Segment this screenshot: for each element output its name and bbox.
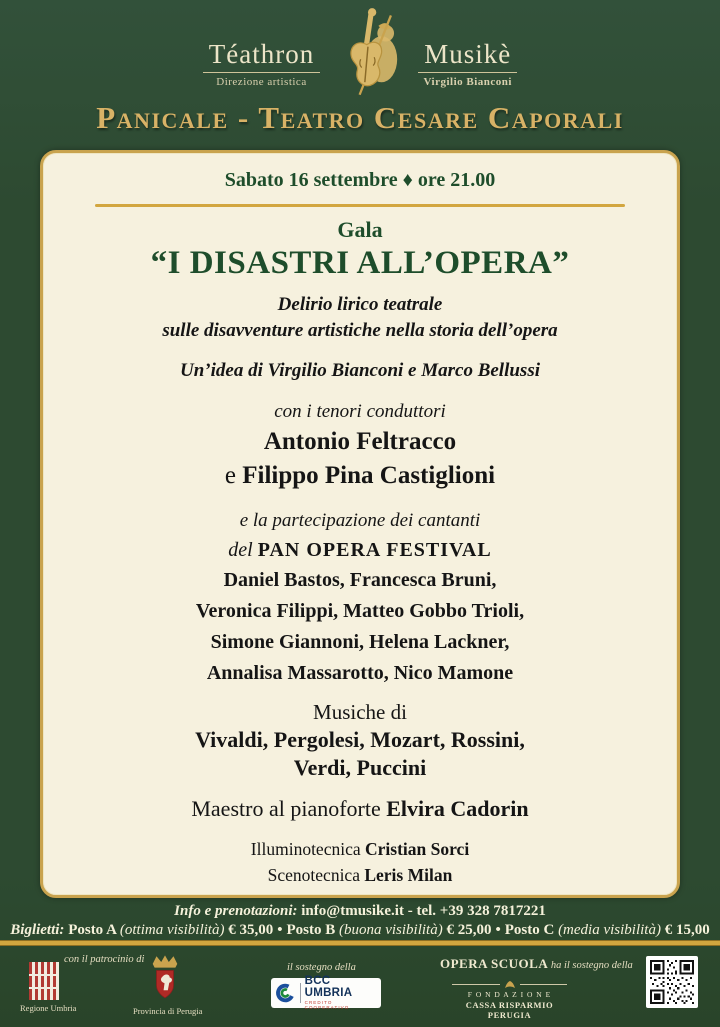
singers-line-3: Simone Giannoni, Helena Lackner, xyxy=(210,631,510,653)
provincia-perugia-label: Provincia di Perugia xyxy=(133,1006,203,1016)
tenor-2-prefix: e xyxy=(224,462,243,489)
tenor-1: Antonio Feltracco xyxy=(263,428,457,455)
stage-name: Leris Milan xyxy=(364,865,453,885)
pianist-credit xyxy=(43,796,677,822)
festival-prefix: del xyxy=(228,539,258,561)
festival-line xyxy=(43,536,677,564)
theatre-logo xyxy=(0,4,720,102)
fondazione-name: F O N D A Z I O N E xyxy=(467,990,552,999)
seat-b-price: € 25,00 xyxy=(442,922,492,938)
event-title: “I DISASTRI ALL’OPERA” xyxy=(150,245,570,281)
bcc-umbria-logo xyxy=(271,975,381,1010)
tenor-2 xyxy=(43,461,677,491)
tickets-line xyxy=(0,921,720,940)
gold-divider xyxy=(95,204,625,207)
music-by-label: Musiche di xyxy=(313,700,407,724)
patronage-label: con il patrocinio di xyxy=(64,954,145,965)
seat-b-note: (buona visibilità) xyxy=(338,922,443,938)
logo-subtitle-right: Virgilio Bianconi xyxy=(423,75,512,88)
bcc-name: BCC UMBRIA xyxy=(304,975,353,999)
qr-code xyxy=(646,956,698,1008)
contact-value: info@tmusike.it - tel. +39 328 7817221 xyxy=(301,903,546,919)
provincia-perugia-group xyxy=(133,953,203,1016)
gala-label: Gala xyxy=(337,217,383,242)
opera-scuola-line xyxy=(440,955,633,973)
seat-a-name: Posto A xyxy=(68,922,120,938)
seat-a-price: € 35,00 xyxy=(224,922,274,938)
lighting-label: Illuminotecnica xyxy=(250,839,365,859)
pianist-label: Maestro al pianoforte xyxy=(191,796,387,821)
event-datetime: Sabato 16 settembre ♦ ore 21.00 xyxy=(224,169,496,191)
singers-line-4: Annalisa Massarotto, Nico Mamone xyxy=(206,662,514,684)
subtitle-line2: sulle disavventure artistiche nella storia dell’opera xyxy=(162,320,558,341)
concept-credit: Un’idea di Virgilio Bianconi e Marco Bellussi xyxy=(180,360,540,381)
tickets-label: Biglietti: xyxy=(10,922,69,938)
venue-title: Panicale - Teatro Cesare Caporali xyxy=(96,100,624,135)
seat-c-price: € 15,00 xyxy=(660,922,710,938)
fondazione-group xyxy=(452,980,567,1020)
contact-line xyxy=(0,902,720,921)
composers-line-2: Verdi, Puccini xyxy=(293,755,427,780)
composers-list xyxy=(43,726,677,782)
support-label: il sostegno della xyxy=(287,962,356,973)
provincia-perugia-crest-icon xyxy=(148,953,182,1003)
fondazione-emblem-row xyxy=(452,980,567,989)
seat-a-note: (ottima visibilità) xyxy=(119,922,225,938)
tenor-2-name: Filippo Pina Castiglioni xyxy=(242,462,496,489)
opera-scuola-suffix: ha il sostegno della xyxy=(548,960,633,971)
opera-scuola-name: OPERA SCUOLA xyxy=(440,956,549,971)
technical-credits xyxy=(43,836,677,888)
footer-gold-rule xyxy=(0,941,720,945)
singers-line-1: Daniel Bastos, Francesca Bruni, xyxy=(223,569,497,591)
logo-left-block xyxy=(203,39,320,88)
event-subtitle xyxy=(43,292,677,344)
bcc-subtitle: CREDITO COOPERATIVO xyxy=(304,1000,350,1010)
bullet-separator: • xyxy=(277,922,283,938)
sponsors-footer xyxy=(0,947,720,1027)
seat-b-name: Posto B xyxy=(286,922,339,938)
singers-intro: e la partecipazione dei cantanti xyxy=(239,510,481,531)
logo-right-block xyxy=(418,39,517,88)
regione-umbria-logo xyxy=(29,962,59,1000)
lighting-name: Cristian Sorci xyxy=(365,839,470,859)
festival-name: PAN OPERA FESTIVAL xyxy=(257,539,492,561)
stage-label: Scenotecnica xyxy=(267,865,365,885)
composers-line-1: Vivaldi, Pergolesi, Mozart, Rossini, xyxy=(195,727,525,752)
regione-umbria-label: Regione Umbria xyxy=(20,1003,77,1013)
info-band xyxy=(0,902,720,940)
subtitle-line1: Delirio lirico teatrale xyxy=(277,294,443,315)
bcc-logo-icon xyxy=(275,982,296,1004)
seat-c-note: (media visibilità) xyxy=(558,922,661,938)
violin-logo-icon xyxy=(330,5,408,101)
bcc-logo-divider xyxy=(300,983,301,1003)
logo-subtitle-left: Direzione artistica xyxy=(216,75,307,88)
logo-name-right: Musikè xyxy=(418,39,517,73)
bcc-text-block xyxy=(305,976,377,1010)
fondazione-subtitle: CASSA RISPARMIO PERUGIA xyxy=(465,1000,554,1020)
logo-name-left: Téathron xyxy=(203,39,320,73)
singers-line-2: Veronica Filippi, Matteo Gobbo Trioli, xyxy=(195,600,525,622)
singers-list xyxy=(43,565,677,689)
pianist-name: Elvira Cadorin xyxy=(386,796,529,821)
program-card xyxy=(40,150,680,898)
fondazione-emblem-icon xyxy=(503,980,517,989)
seat-c-name: Posto C xyxy=(504,922,559,938)
tenors-intro: con i tenori conduttori xyxy=(274,401,446,422)
regione-umbria-group xyxy=(20,962,77,1013)
bullet-separator: • xyxy=(495,922,501,938)
contact-label: Info e prenotazioni: xyxy=(174,903,302,919)
